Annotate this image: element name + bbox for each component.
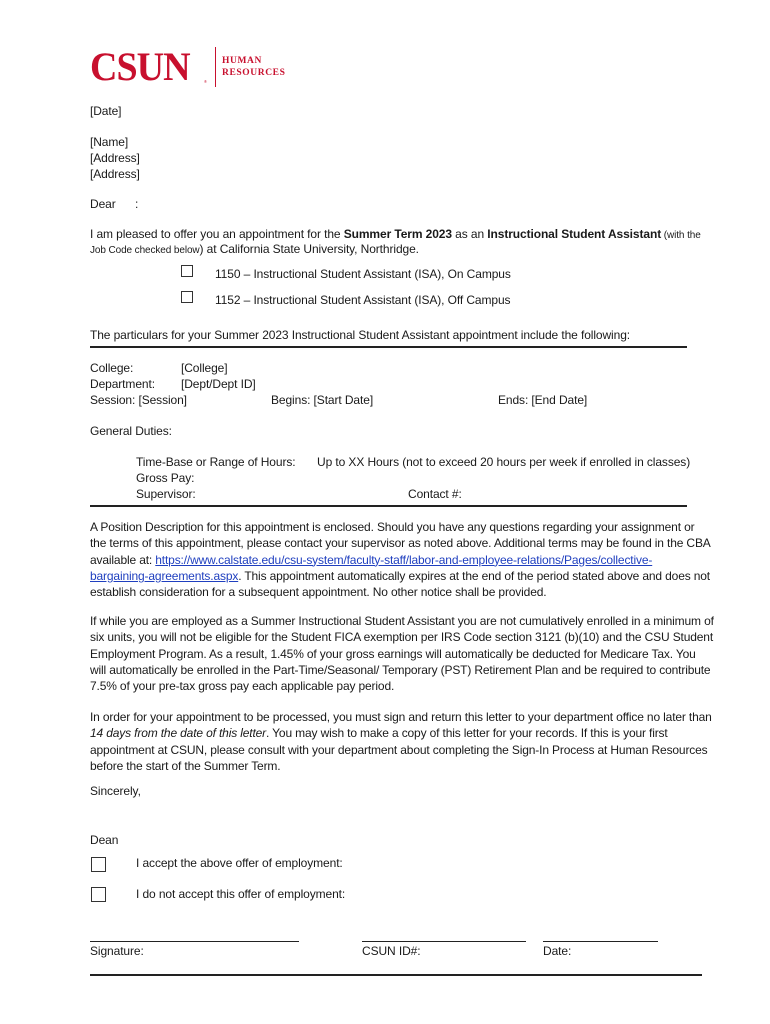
term-name: Summer Term 2023	[343, 227, 452, 241]
accept-offer-label: I accept the above offer of employment:	[136, 856, 343, 870]
college-value: [College]	[181, 361, 228, 375]
csun-id-line[interactable]	[362, 941, 526, 942]
fica-paragraph: If while you are employed as a Summer Instructional Student Assistant you are not cumulatively enrolled in a minimum of six units, you will not be eligible for the Student FICA exemption per IRS Code section 3121 (b)(10) and the CSU Student Employment Program. As a result, 1.45% of your gross earnings will automatically be deducted for Medicare Tax. You will automatically be enrolled in the Part-Time/Seasonal/ Temporary (PST) Retirement Plan and be required to contribute 7.5% of your pre-tax gross pay each applicable pay period.	[90, 614, 714, 694]
address-line-2: [Address]	[90, 167, 140, 181]
logo-divider	[215, 47, 216, 87]
closing-dean: Dean	[90, 833, 119, 847]
timebase-value: Up to XX Hours (not to exceed 20 hours per week if enrolled in classes)	[317, 455, 691, 469]
job-code-1152-checkbox[interactable]	[181, 291, 193, 303]
salutation: Dear :	[90, 197, 139, 211]
address-line-1: [Address]	[90, 151, 140, 165]
college-label: College:	[90, 361, 134, 375]
gross-pay-label: Gross Pay:	[136, 471, 195, 485]
csun-id-label: CSUN ID#:	[362, 944, 421, 958]
signature-label: Signature:	[90, 944, 144, 958]
job-code-1150-label: 1150 – Instructional Student Assistant (ISA), On Campus	[215, 267, 511, 281]
accept-offer-checkbox[interactable]	[91, 857, 106, 872]
particulars-heading: The particulars for your Summer 2023 Instructional Student Assistant appointment include the following:	[90, 328, 630, 342]
timebase-label: Time-Base or Range of Hours:	[136, 455, 296, 469]
job-code-1150-checkbox[interactable]	[181, 265, 193, 277]
cba-link[interactable]: https://www.calstate.edu/csu-system/faculty-staff/labor-and-employee-relations/Pages/collective-	[155, 552, 653, 567]
logo-unit-name: HUMAN RESOURCES	[222, 56, 286, 78]
supervisor-label: Supervisor:	[136, 487, 196, 501]
job-code-1152-label: 1152 – Instructional Student Assistant (ISA), Off Campus	[215, 293, 511, 307]
contact-label: Contact #:	[408, 487, 462, 501]
intro-line-1: I am pleased to offer you an appointment for the Summer Term 2023 as an Instructional Student Assistant (with the	[90, 227, 701, 241]
ends-field: Ends: [End Date]	[498, 393, 588, 407]
logo-trademark: ®	[204, 79, 207, 84]
session-field: Session: [Session]	[90, 393, 187, 407]
department-value: [Dept/Dept ID]	[181, 377, 256, 391]
name-placeholder: [Name]	[90, 135, 129, 149]
closing-sincerely: Sincerely,	[90, 784, 141, 798]
date-placeholder: [Date]	[90, 104, 122, 118]
section-divider-bottom	[90, 505, 687, 507]
decline-offer-checkbox[interactable]	[91, 887, 106, 902]
begins-field: Begins: [Start Date]	[271, 393, 374, 407]
cba-link-continued[interactable]: bargaining-agreements.aspx	[90, 568, 239, 583]
csun-logo-wordmark: CSUN	[90, 44, 190, 89]
return-instructions-paragraph: In order for your appointment to be processed, you must sign and return this letter to your department office no later than 14 days from the date of this letter. You may wish to make a copy of this letter for your records. If this is your first appointment at CSUN, please consult with your department about completing the Sign-In Process at Human Resources before the start of the Summer Term.	[90, 710, 712, 773]
footer-rule	[90, 974, 702, 976]
section-divider-top	[90, 346, 687, 348]
decline-offer-label: I do not accept this offer of employment:	[136, 887, 346, 901]
date-line[interactable]	[543, 941, 658, 942]
position-title: Instructional Student Assistant	[487, 227, 662, 241]
signature-line[interactable]	[90, 941, 299, 942]
date-label: Date:	[543, 944, 572, 958]
department-label: Department:	[90, 377, 155, 391]
position-description-paragraph: A Position Description for this appointment is enclosed. Should you have any questions regarding your assignment or the terms of this appointment, please contact your supervisor as noted above. Additional terms may be found in the CBA available at: https://www.calstate.edu/csu-system/faculty-staff/labor-and-employee-relations/Pages/collective- bargaining-agreements.aspx. This appointment automatically expires at the end of the period stated above and does not establish consideration for a subsequent appointment. No other notice shall be provided.	[90, 520, 711, 600]
general-duties-label: General Duties:	[90, 424, 172, 438]
intro-line-2: Job Code checked below) at California State University, Northridge.	[90, 242, 419, 256]
